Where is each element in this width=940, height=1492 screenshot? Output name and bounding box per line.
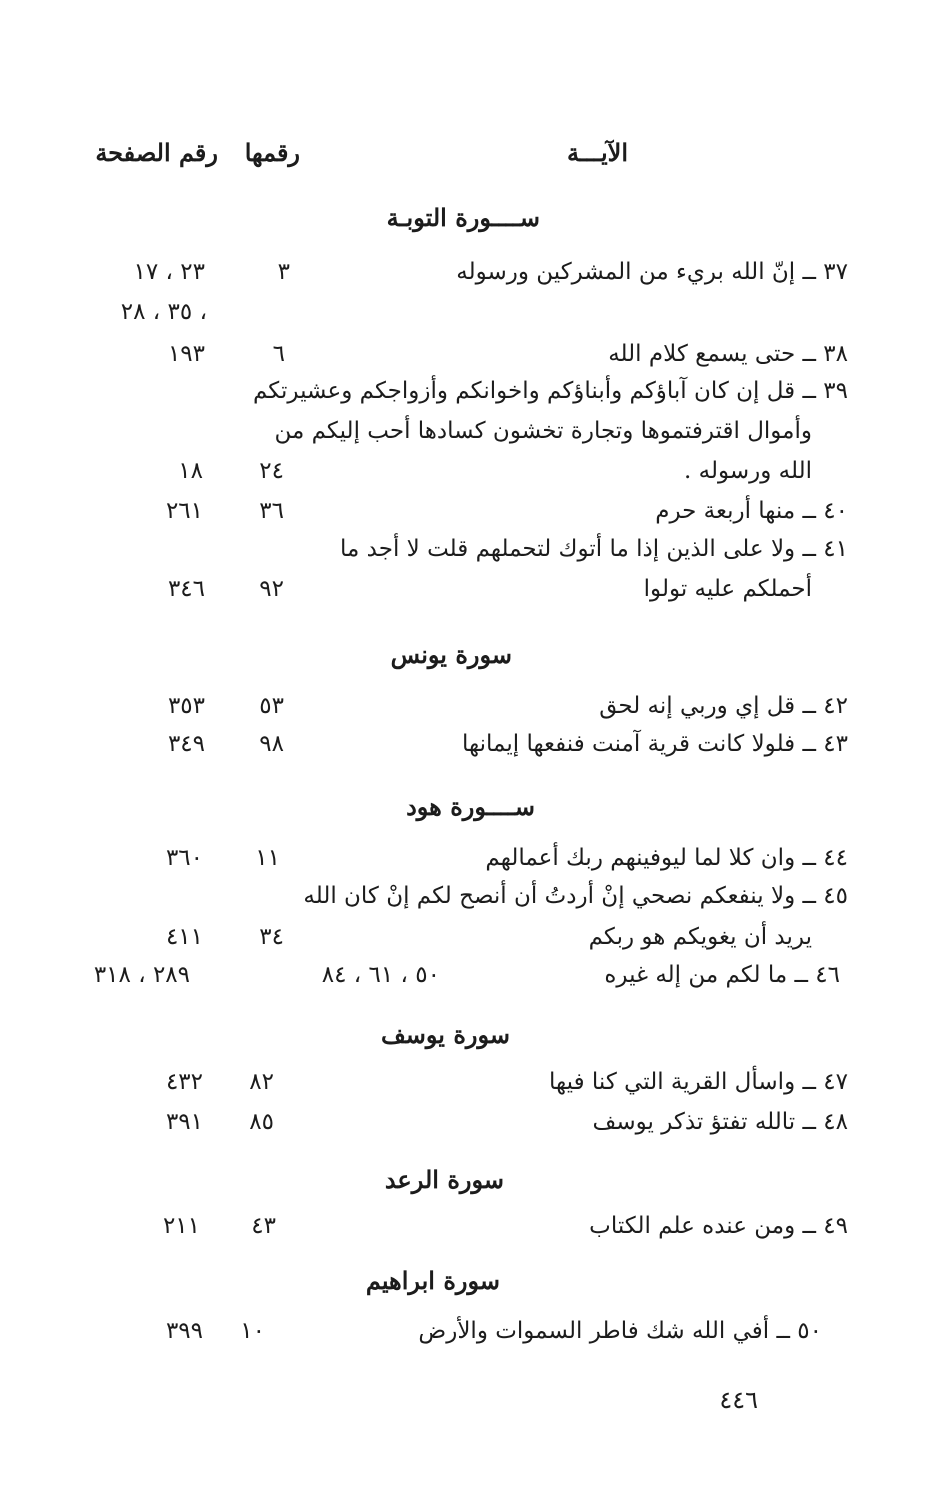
verse-pages: ٣٥٣ xyxy=(167,693,205,719)
sura-title: سورة الرعد xyxy=(384,1165,504,1194)
verse-line: ٤٦ ــ ما لكم من إله غيره xyxy=(604,962,840,988)
verse-pages: ١٩٣ xyxy=(167,341,205,367)
verse-number: ٨٥ xyxy=(249,1109,274,1135)
verse-line: ٤٢ ــ قل إي وربي إنه لحق xyxy=(599,693,848,719)
verse-line: ٣٨ ــ حتى يسمع كلام الله xyxy=(608,341,848,367)
verse-number: ٣٤ xyxy=(259,924,284,950)
verse-line: ٣٩ ــ قل إن كان آباؤكم وأبناؤكم واخوانكم وأزواجكم وعشيرتكم xyxy=(252,378,848,404)
verse-number: ٩٢ xyxy=(259,576,284,602)
verse-number: ٦ xyxy=(272,341,285,367)
verse-number: ٤٣ xyxy=(251,1213,276,1239)
verse-number: ٥٠ ، ٦١ ، ٨٤ xyxy=(321,962,440,988)
verse-pages: ٣٩١ xyxy=(165,1109,203,1135)
header-verse: الآيـــة xyxy=(567,138,628,167)
verse-line: ٣٧ ــ إنّ الله بريء من المشركين ورسوله xyxy=(456,259,848,285)
verse-line: ٥٠ ــ أفي الله شك فاطر السموات والأرض xyxy=(418,1318,822,1344)
verse-number: ١٠ xyxy=(240,1318,265,1344)
verse-pages: ٣٩٩ xyxy=(165,1318,203,1344)
verse-line: أحملكم عليه تولوا xyxy=(643,576,812,602)
verse-number: ٢٤ xyxy=(259,458,284,484)
verse-pages: ٣٦٠ xyxy=(165,845,203,871)
verse-line: ٤٥ ــ ولا ينفعكم نصحي إنْ أردتُ أن أنصح لكم إنْ كان الله xyxy=(303,883,848,909)
verse-number: ٩٨ xyxy=(259,731,284,757)
verse-pages: ١٨ xyxy=(178,458,203,484)
verse-line: يريد أن يغويكم هو ربكم xyxy=(588,924,812,950)
verse-number: ٥٣ xyxy=(259,693,284,719)
header-page: رقم الصفحة xyxy=(95,138,218,167)
verse-pages: ٢١١ xyxy=(162,1213,200,1239)
verse-number: ١١ xyxy=(255,845,280,871)
verse-line: ٤٤ ــ وان كلا لما ليوفينهم ربك أعمالهم xyxy=(485,845,848,871)
verse-line: ٤٧ ــ واسأل القرية التي كنا فيها xyxy=(549,1069,848,1095)
verse-pages: ٣٤٩ xyxy=(167,731,205,757)
verse-line: ٤٩ ــ ومن عنده علم الكتاب xyxy=(589,1213,848,1239)
verse-pages: ٤١١ xyxy=(165,924,203,950)
verse-pages: ٢٦١ xyxy=(165,498,203,524)
verse-number: ٣ xyxy=(277,259,290,285)
verse-pages: ٢٣ ، ١٧ xyxy=(133,259,205,285)
sura-title: ســــورة هود xyxy=(406,792,535,821)
verse-number: ٣٦ xyxy=(259,498,284,524)
verse-line: ٤٠ ــ منها أربعة حرم xyxy=(655,498,848,524)
verse-pages: ، ٣٥ ، ٢٨ xyxy=(120,299,207,325)
header-number: رقمها xyxy=(244,138,300,167)
verse-line: وأموال اقترفتموها وتجارة تخشون كسادها أحب إليكم من xyxy=(274,418,812,444)
verse-line: الله ورسوله . xyxy=(684,458,812,484)
sura-title: سورة يوسف xyxy=(380,1020,510,1049)
sura-title: ســــورة التوبـة xyxy=(386,203,540,232)
verse-pages: ٤٣٢ xyxy=(165,1069,203,1095)
page-number: ٤٤٦ xyxy=(719,1386,758,1414)
verse-number: ٨٢ xyxy=(249,1069,274,1095)
verse-pages: ٣٤٦ xyxy=(167,576,205,602)
sura-title: سورة ابراهيم xyxy=(365,1266,500,1295)
verse-line: ٤٣ ــ فلولا كانت قرية آمنت فنفعها إيمانها xyxy=(462,731,848,757)
verse-line: ٤٨ ــ تالله تفتؤ تذكر يوسف xyxy=(592,1109,848,1135)
verse-pages: ٢٨٩ ، ٣١٨ xyxy=(93,962,190,988)
sura-title: سورة يونس xyxy=(390,640,512,669)
verse-line: ٤١ ــ ولا على الذين إذا ما أتوك لتحملهم قلت لا أجد ما xyxy=(340,536,848,562)
